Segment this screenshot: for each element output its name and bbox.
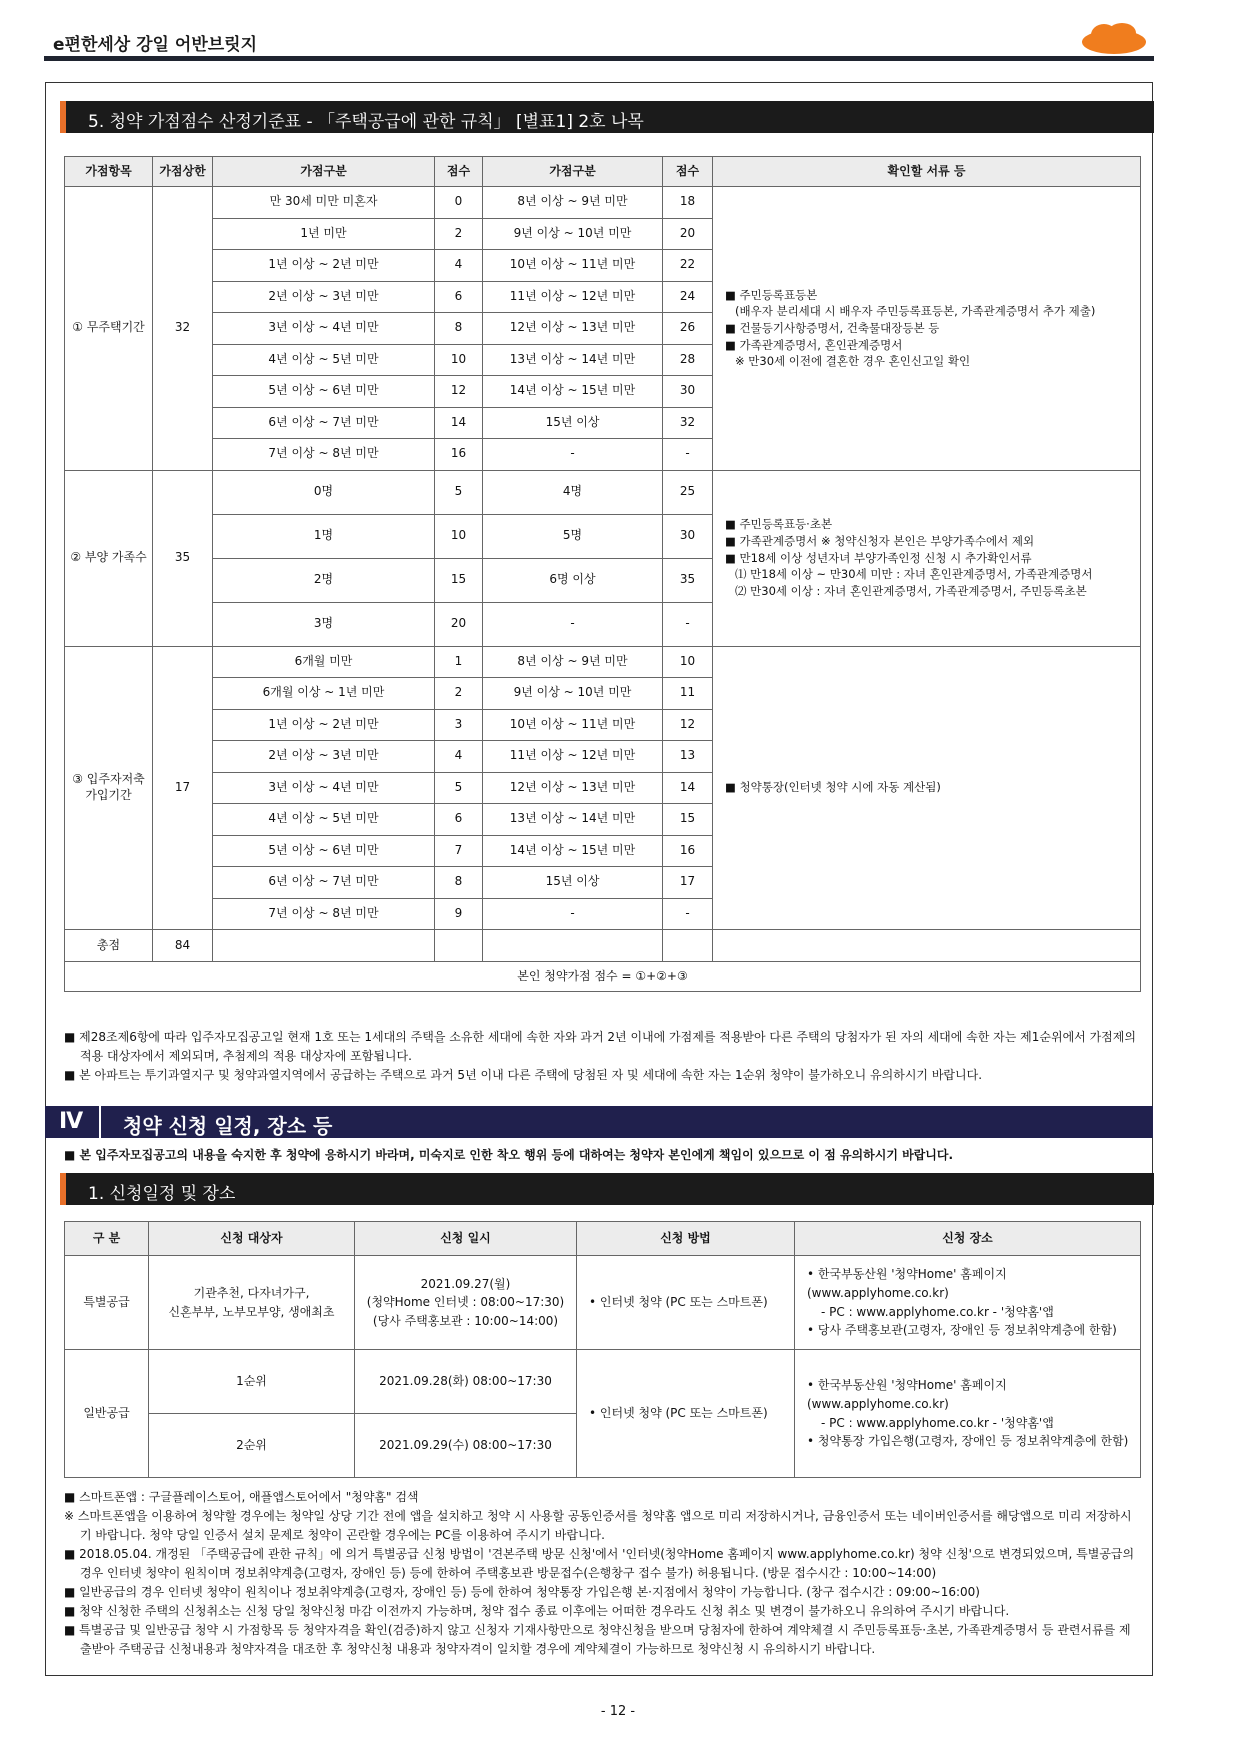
score-points-cell: 11	[663, 678, 713, 710]
special-target: 기관추천, 다자녀가구, 신혼부부, 노부모부양, 생애최초	[149, 1256, 355, 1350]
score-points-cell: 2	[435, 678, 483, 710]
score-range-cell: 12년 이상 ~ 13년 미만	[483, 313, 663, 345]
header-cell: 점수	[663, 157, 713, 187]
score-item-max: 32	[153, 187, 213, 471]
page-number: - 12 -	[600, 1704, 636, 1719]
score-points-cell: 25	[663, 470, 713, 514]
score-range-cell: 6년 이상 ~ 7년 미만	[213, 407, 435, 439]
notes-schedule	[64, 1488, 1140, 1659]
note-item: ■ 일반공급의 경우 인터넷 청약이 원칙이나 정보취약계층(고령자, 장애인 등) 등에 한하여 청약통장 가입은행 본·지점에서 청약이 가능합니다. (창구 접수시간 : 09:00~16:00)	[64, 1585, 980, 1599]
document-line: ※ 만30세 이전에 결혼한 경우 혼인신고일 확인	[735, 354, 971, 369]
score-points-cell: 14	[663, 772, 713, 804]
score-range-cell: 11년 이상 ~ 12년 미만	[483, 281, 663, 313]
score-range-cell: -	[483, 898, 663, 930]
general-rank2-date: 2021.09.29(수) 08:00~17:30	[355, 1414, 577, 1478]
section-5-title: 5. 청약 가점점수 산정기준표 - 「주택공급에 관한 규칙」 [별표1] 2호 나목	[88, 112, 644, 132]
score-range-cell: 12년 이상 ~ 13년 미만	[483, 772, 663, 804]
score-points-cell: 5	[435, 470, 483, 514]
general-rank2: 2순위	[149, 1414, 355, 1478]
header-rule	[44, 56, 1154, 61]
score-points-cell: 17	[663, 867, 713, 899]
score-points-cell: 22	[663, 250, 713, 282]
document-line: ■ 가족관계증명서, 혼인관계증명서	[725, 337, 903, 352]
score-range-cell: 6개월 이상 ~ 1년 미만	[213, 678, 435, 710]
score-points-cell: 28	[663, 344, 713, 376]
score-points-cell: 6	[435, 804, 483, 836]
special-date: 2021.09.27(월) (청약Home 인터넷 : 08:00~17:30) (당사 주택홍보관 : 10:00~14:00)	[355, 1256, 577, 1350]
score-points-cell: -	[663, 439, 713, 471]
score-points-cell: 8	[435, 867, 483, 899]
table-row	[65, 187, 1141, 219]
score-points-cell: 2	[435, 218, 483, 250]
schedule-header: 신청 방법	[577, 1222, 795, 1256]
section-accent	[60, 1173, 66, 1205]
header-cell: 가점항목	[65, 157, 153, 187]
score-range-cell: 1년 이상 ~ 2년 미만	[213, 709, 435, 741]
score-points-cell: 10	[663, 646, 713, 678]
header-cell: 확인할 서류 등	[713, 157, 1141, 187]
score-range-cell: 1년 이상 ~ 2년 미만	[213, 250, 435, 282]
general-rank1: 1순위	[149, 1350, 355, 1414]
score-points-cell: 18	[663, 187, 713, 219]
document-line: (배우자 분리세대 시 배우자 주민등록표등본, 가족관계증명서 추가 제출)	[735, 304, 1096, 319]
section-1-title: 1. 신청일정 및 장소	[88, 1184, 236, 1204]
score-range-cell: 6개월 미만	[213, 646, 435, 678]
general-place: • 한국부동산원 '청약Home' 홈페이지 (www.applyhome.co.kr) - PC : www.applyhome.co.kr - '청약홈'앱 • 청약통장 가입은행(고령자, 장애인 등 정보취약계층에 한함)	[795, 1350, 1141, 1478]
note-item: ■ 청약 신청한 주택의 신청취소는 신청 당일 청약신청 마감 이전까지 가능하며, 청약 접수 종료 이후에는 어떠한 경우라도 신청 취소 및 변경이 불가하오니 유의하여 주시기 바랍니다.	[64, 1604, 1010, 1618]
note-item: ※ 스마트폰앱을 이용하여 청약할 경우에는 청약일 상당 기간 전에 앱을 설치하고 청약 시 사용할 공동인증서를 청약홈 앱으로 미리 저장하시거나, 금융인증서 또는 네이버인증서를 해당앱으로 미리 저장하시기 바랍니다. 청약 당일 인증서 설치 문제로 청약이 곤란할 경우에는 PC를 이용하여 주시기 바랍니다.	[64, 1509, 1132, 1542]
score-range-cell: 14년 이상 ~ 15년 미만	[483, 835, 663, 867]
score-range-cell: 4명	[483, 470, 663, 514]
note-item: ■ 2018.05.04. 개정된 「주택공급에 관한 규칙」에 의거 특별공급 신청 방법이 '견본주택 방문 신청'에서 '인터넷(청약Home 홈페이지 www.applyhome.co.kr) 청약 신청'으로 변경되었으며, 특별공급의 경우 인터넷 청약이 원칙이며 정보취약계층(고령자, 장애인 등) 등에 한하여 주택홍보관 방문접수(은행창구 접수 불가) 허용됩니다. (방문 접수시간 : 10:00~14:00)	[64, 1547, 1135, 1580]
score-points-cell: 30	[663, 376, 713, 408]
score-item-label: ③ 입주자저축 가입기간	[65, 646, 153, 930]
header-cell: 가점상한	[153, 157, 213, 187]
score-range-cell: 10년 이상 ~ 11년 미만	[483, 709, 663, 741]
score-range-cell: 4년 이상 ~ 5년 미만	[213, 804, 435, 836]
score-points-cell: -	[663, 898, 713, 930]
score-points-cell: 5	[435, 772, 483, 804]
score-range-cell: 3년 이상 ~ 4년 미만	[213, 772, 435, 804]
required-documents	[713, 646, 1141, 930]
score-item-label: ① 무주택기간	[65, 187, 153, 471]
score-range-cell: 2년 이상 ~ 3년 미만	[213, 741, 435, 773]
document-line: ■ 주민등록표등본	[725, 287, 818, 302]
score-range-cell: 만 30세 미만 미혼자	[213, 187, 435, 219]
chapter-warning: ■ 본 입주자모집공고의 내용을 숙지한 후 청약에 응하시기 바라며, 미숙지로 인한 착오 행위 등에 대하여는 청약자 본인에게 책임이 있으므로 이 점 유의하시기 바랍니다.	[64, 1148, 954, 1162]
score-range-cell: 2년 이상 ~ 3년 미만	[213, 281, 435, 313]
score-points-cell: 24	[663, 281, 713, 313]
score-range-cell: 3명	[213, 602, 435, 646]
cloud-logo-icon	[1080, 22, 1148, 56]
score-points-cell: 10	[435, 344, 483, 376]
score-range-cell: 11년 이상 ~ 12년 미만	[483, 741, 663, 773]
score-formula: 본인 청약가점 점수 = ①+②+③	[65, 962, 1141, 992]
general-supply-label: 일반공급	[65, 1350, 149, 1478]
score-range-cell: 5년 이상 ~ 6년 미만	[213, 376, 435, 408]
score-points-cell: 16	[435, 439, 483, 471]
required-documents	[713, 187, 1141, 471]
score-points-cell: 16	[663, 835, 713, 867]
score-range-cell: 15년 이상	[483, 867, 663, 899]
score-range-cell: 3년 이상 ~ 4년 미만	[213, 313, 435, 345]
score-points-cell: 9	[435, 898, 483, 930]
score-points-cell: 35	[663, 558, 713, 602]
notes-score	[64, 1028, 1140, 1085]
general-method: • 인터넷 청약 (PC 또는 스마트폰)	[577, 1350, 795, 1478]
score-table	[64, 156, 1141, 992]
score-item-max: 17	[153, 646, 213, 930]
score-points-cell: 1	[435, 646, 483, 678]
document-line: ■ 가족관계증명서 ※ 청약신청자 본인은 부양가족수에서 제외	[725, 533, 1035, 548]
schedule-header: 신청 대상자	[149, 1222, 355, 1256]
note-item: ■ 스마트폰앱 : 구글플레이스토어, 애플앱스토어에서 "청약홈" 검색	[64, 1490, 419, 1504]
score-points-cell: 20	[435, 602, 483, 646]
score-item-max: 35	[153, 470, 213, 646]
schedule-header: 구 분	[65, 1222, 149, 1256]
score-range-cell: -	[483, 439, 663, 471]
score-range-cell: 6년 이상 ~ 7년 미만	[213, 867, 435, 899]
schedule-table	[64, 1221, 1141, 1478]
score-range-cell: 4년 이상 ~ 5년 미만	[213, 344, 435, 376]
chapter-divider	[99, 1106, 101, 1138]
score-points-cell: 8	[435, 313, 483, 345]
score-points-cell: -	[663, 602, 713, 646]
score-range-cell: 6명 이상	[483, 558, 663, 602]
score-points-cell: 32	[663, 407, 713, 439]
score-range-cell: 15년 이상	[483, 407, 663, 439]
document-line: ⑴ 만18세 이상 ~ 만30세 미만 : 자녀 혼인관계증명서, 가족관계증명서	[735, 567, 1093, 582]
score-range-cell: 8년 이상 ~ 9년 미만	[483, 646, 663, 678]
score-points-cell: 4	[435, 741, 483, 773]
header-cell: 가점구분	[483, 157, 663, 187]
document-line: ■ 만18세 이상 성년자녀 부양가족인정 신청 시 추가확인서류	[725, 550, 1032, 565]
score-range-cell: -	[483, 602, 663, 646]
score-range-cell: 14년 이상 ~ 15년 미만	[483, 376, 663, 408]
brand-title: e편한세상 강일 어반브릿지	[53, 35, 258, 55]
special-place: • 한국부동산원 '청약Home' 홈페이지 (www.applyhome.co.kr) - PC : www.applyhome.co.kr - '청약홈'앱 • 당사 주택홍보관(고령자, 장애인 등 정보취약계층에 한함)	[795, 1256, 1141, 1350]
note-item: ■ 특별공급 및 일반공급 청약 시 가점항목 등 청약자격을 확인(검증)하지 않고 신청자 기재사항만으로 청약신청을 받으며 당첨자에 한하여 계약체결 시 주민등록표등·초본, 가족관계증명서 등 관련서류를 제출받아 주택공급 신청내용과 청약자격을 대조한 후 청약신청 내용과 청약자격이 일치할 경우에 계약체결이 가능하므로 청약신청 시 유의하시기 바랍니다.	[64, 1623, 1131, 1656]
score-range-cell: 0명	[213, 470, 435, 514]
note-item: ■ 제28조제6항에 따라 입주자모집공고일 현재 1호 또는 1세대의 주택을 소유한 세대에 속한 자와 과거 2년 이내에 가점제를 적용받아 다른 주택의 당첨자가 된 자의 세대에 속한 자는 제1순위에서 가점제의 적용 대상자에서 제외되며, 추첨제의 적용 대상자에 포함됩니다.	[64, 1030, 1136, 1063]
special-method: • 인터넷 청약 (PC 또는 스마트폰)	[577, 1256, 795, 1350]
score-points-cell: 14	[435, 407, 483, 439]
score-points-cell: 4	[435, 250, 483, 282]
score-range-cell: 13년 이상 ~ 14년 미만	[483, 344, 663, 376]
document-line: ■ 주민등록표등·초본	[725, 517, 833, 532]
score-range-cell: 10년 이상 ~ 11년 미만	[483, 250, 663, 282]
score-range-cell: 7년 이상 ~ 8년 미만	[213, 439, 435, 471]
score-range-cell: 5명	[483, 514, 663, 558]
document-line: ■ 건물등기사항증명서, 건축물대장등본 등	[725, 320, 940, 335]
note-item: ■ 본 아파트는 투기과열지구 및 청약과열지역에서 공급하는 주택으로 과거 5년 이내 다른 주택에 당첨된 자 및 세대에 속한 자는 1순위 청약이 불가하오니 유의하시기 바랍니다.	[64, 1068, 983, 1082]
chapter-bar	[45, 1106, 1153, 1138]
section-5-bar	[60, 101, 1154, 133]
score-points-cell: 13	[663, 741, 713, 773]
header-cell: 점수	[435, 157, 483, 187]
total-label: 총점	[65, 930, 153, 962]
required-documents	[713, 470, 1141, 646]
score-range-cell: 8년 이상 ~ 9년 미만	[483, 187, 663, 219]
score-points-cell: 10	[435, 514, 483, 558]
schedule-header: 신청 장소	[795, 1222, 1141, 1256]
general-rank1-date: 2021.09.28(화) 08:00~17:30	[355, 1350, 577, 1414]
score-range-cell: 1년 미만	[213, 218, 435, 250]
document-line: ■ 청약통장(인터넷 청약 시에 자동 계산됨)	[725, 780, 941, 795]
table-row	[65, 646, 1141, 678]
score-range-cell: 13년 이상 ~ 14년 미만	[483, 804, 663, 836]
score-points-cell: 3	[435, 709, 483, 741]
table-row	[65, 470, 1141, 514]
score-points-cell: 26	[663, 313, 713, 345]
score-points-cell: 0	[435, 187, 483, 219]
total-value: 84	[153, 930, 213, 962]
score-points-cell: 30	[663, 514, 713, 558]
chapter-title: 청약 신청 일정, 장소 등	[123, 1114, 333, 1138]
header-cell: 가점구분	[213, 157, 435, 187]
score-range-cell: 9년 이상 ~ 10년 미만	[483, 218, 663, 250]
score-range-cell: 5년 이상 ~ 6년 미만	[213, 835, 435, 867]
section-1-bar	[60, 1173, 1154, 1205]
score-points-cell: 12	[435, 376, 483, 408]
score-points-cell: 15	[435, 558, 483, 602]
score-range-cell: 9년 이상 ~ 10년 미만	[483, 678, 663, 710]
score-points-cell: 6	[435, 281, 483, 313]
document-line: ⑵ 만30세 이상 : 자녀 혼인관계증명서, 가족관계증명서, 주민등록초본	[735, 584, 1087, 598]
score-points-cell: 7	[435, 835, 483, 867]
special-supply-label: 특별공급	[65, 1256, 149, 1350]
score-range-cell: 7년 이상 ~ 8년 미만	[213, 898, 435, 930]
score-points-cell: 12	[663, 709, 713, 741]
chapter-number: Ⅳ	[59, 1109, 84, 1134]
schedule-header: 신청 일시	[355, 1222, 577, 1256]
score-item-label: ② 부양 가족수	[65, 470, 153, 646]
score-range-cell: 2명	[213, 558, 435, 602]
score-range-cell: 1명	[213, 514, 435, 558]
section-accent	[60, 101, 66, 133]
score-points-cell: 15	[663, 804, 713, 836]
score-points-cell: 20	[663, 218, 713, 250]
